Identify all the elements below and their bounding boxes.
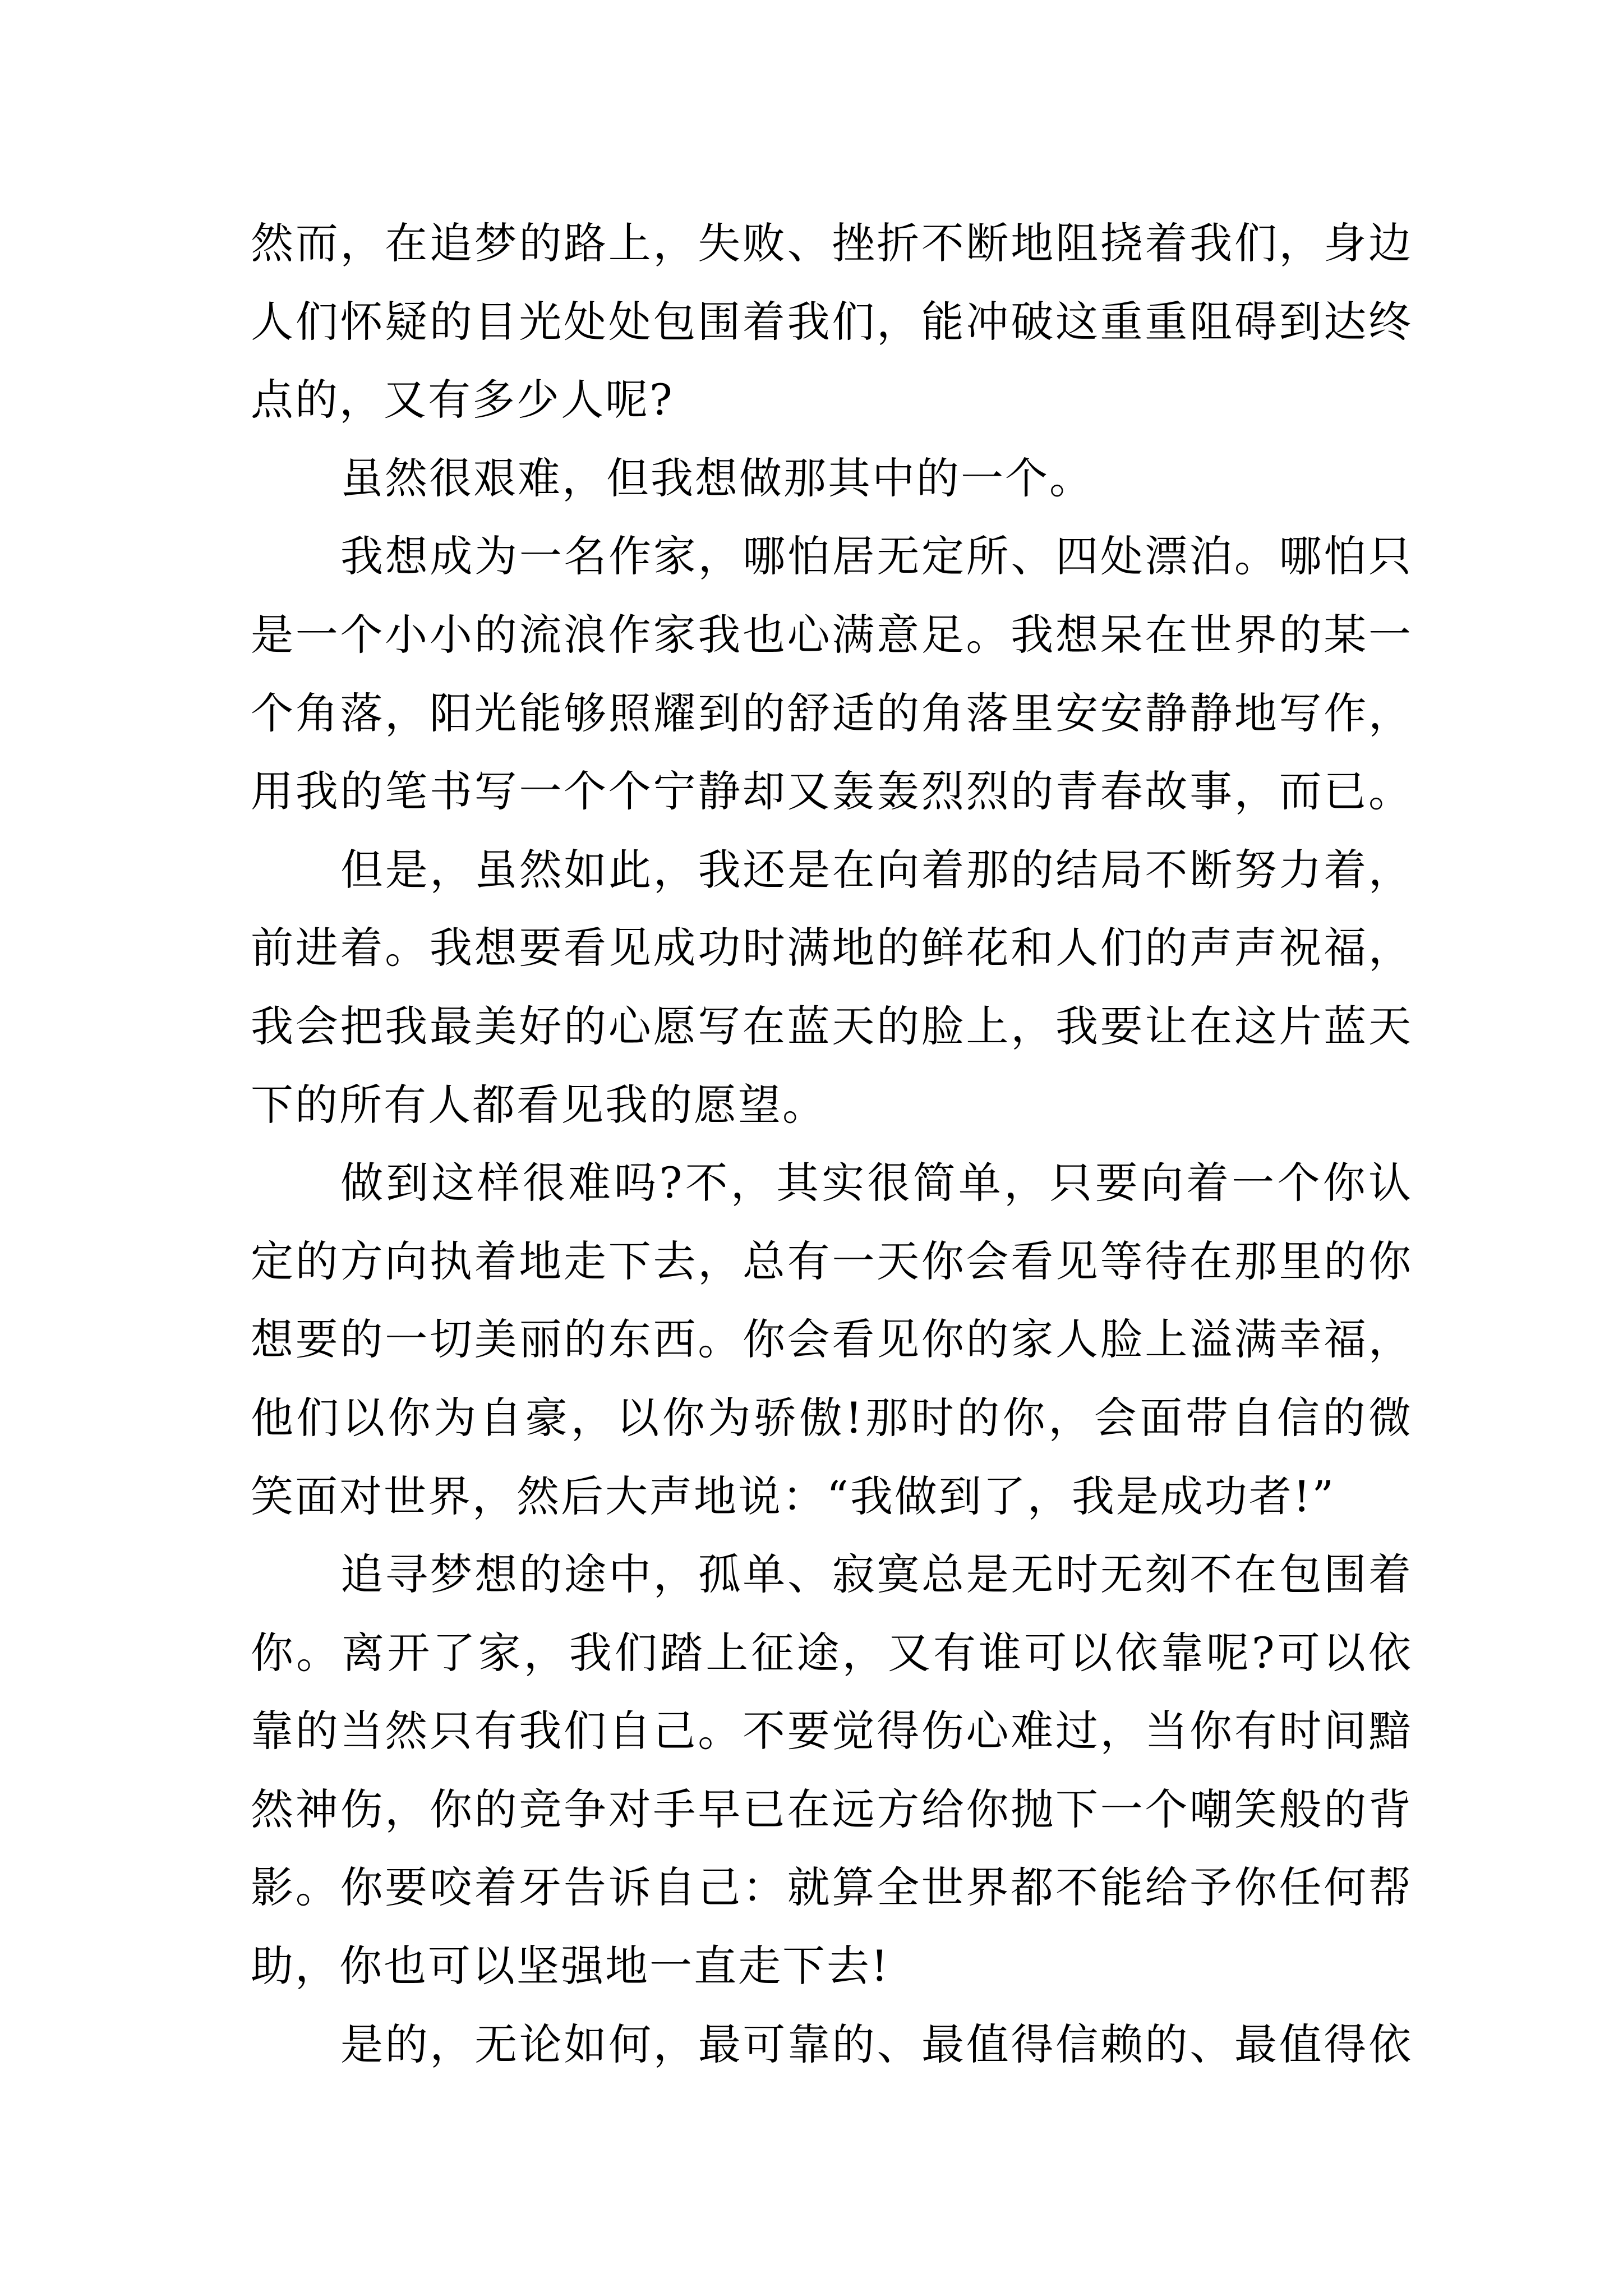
text-line: 前进着。我想要看见成功时满地的鲜花和人们的声声祝福， [251,923,1413,973]
paragraph [251,1535,1413,2005]
text-line: 但是，虽然如此，我还是在向着那的结局不断努力着， [340,844,1413,895]
text-line: 做到这样很难吗?不，其实很简单，只要向着一个你认 [340,1158,1413,1208]
paragraph [251,1144,1413,1535]
text-line: 个角落，阳光能够照耀到的舒适的角落里安安静静地写作， [251,688,1413,738]
text-line: 下的所有人都看见我的愿望。 [251,1079,827,1130]
text-line: 是一个小小的流浪作家我也心满意足。我想呆在世界的某一 [251,609,1413,660]
paragraph [251,439,1413,518]
text-line: 我会把我最美好的心愿写在蓝天的脸上，我要让在这片蓝天 [251,1001,1413,1051]
body-text [251,204,1413,2083]
text-line: 你。离开了家，我们踏上征途，又有谁可以依靠呢?可以依 [251,1627,1413,1678]
text-line: 靠的当然只有我们自己。不要觉得伤心难过，当你有时间黯 [251,1706,1413,1756]
paragraph [251,2005,1413,2084]
text-line: 笑面对世界，然后大声地说：“我做到了，我是成功者!” [251,1471,1336,1521]
paragraph [251,517,1413,830]
paragraph [251,831,1413,1144]
text-line: 他们以你为自豪，以你为骄傲!那时的你，会面带自信的微 [251,1392,1413,1443]
text-line: 影。你要咬着牙告诉自己：就算全世界都不能给予你任何帮 [251,1862,1413,1913]
text-line: 助，你也可以坚强地一直走下去! [251,1941,890,1991]
text-line: 人们怀疑的目光处处包围着我们，能冲破这重重阻碍到达终 [251,296,1413,347]
text-line: 用我的笔书写一个个宁静却又轰轰烈烈的青春故事，而已。 [251,766,1413,817]
text-line: 我想成为一名作家，哪怕居无定所、四处漂泊。哪怕只 [340,531,1413,582]
text-line: 然而，在追梦的路上，失败、挫折不断地阻挠着我们，身边 [251,218,1413,268]
text-line: 虽然很艰难，但我想做那其中的一个。 [340,453,1094,503]
paragraph [251,204,1413,439]
text-line: 点的，又有多少人呢? [251,375,674,425]
text-line: 追寻梦想的途中，孤单、寂寞总是无时无刻不在包围着 [340,1549,1413,1600]
text-line: 是的，无论如何，最可靠的、最值得信赖的、最值得依 [340,2019,1413,2069]
text-line: 然神伤，你的竞争对手早已在远方给你抛下一个嘲笑般的背 [251,1784,1413,1834]
text-line: 想要的一切美丽的东西。你会看见你的家人脸上溢满幸福， [251,1314,1413,1365]
text-line: 定的方向执着地走下去，总有一天你会看见等待在那里的你 [251,1236,1413,1286]
